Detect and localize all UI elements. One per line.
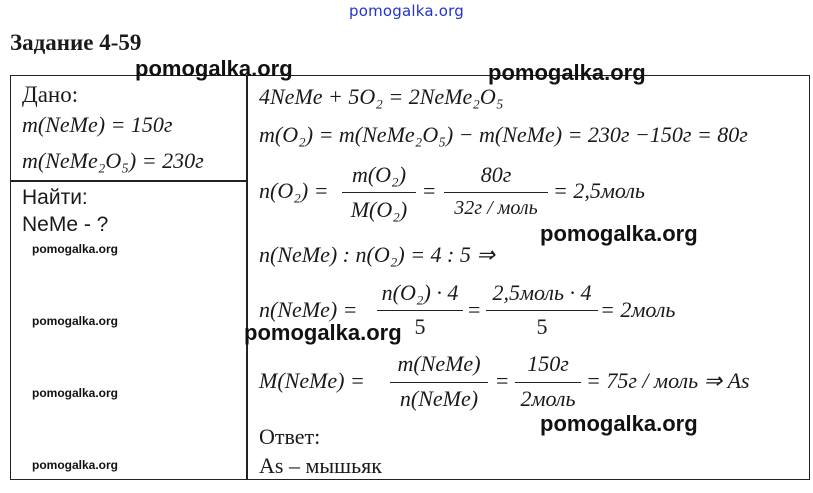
watermark: pomogalka.org xyxy=(540,411,698,436)
watermark: pomogalka.org xyxy=(32,386,119,400)
eq3-fraction-bar xyxy=(342,192,416,193)
oxygen-moles-left: n(O₂) = xyxy=(259,178,329,203)
given-mass-oxide: m(NeMe₂O₅) = 230г xyxy=(22,148,204,173)
answer-label: Ответ: xyxy=(259,424,321,449)
eq6-fraction-bar xyxy=(390,382,488,383)
given-mass-neme: m(NeMe) = 150г xyxy=(22,112,173,137)
eq6-denominator: n(NeMe) xyxy=(399,386,479,411)
given-heading: Дано: xyxy=(22,82,79,107)
column-divider xyxy=(246,75,248,480)
watermark: pomogalka.org xyxy=(540,221,698,246)
eq3-result: = 2,5моль xyxy=(553,178,645,203)
eq5-numerator: n(O₂) · 4 xyxy=(381,280,459,305)
eq3-denominator: M(O₂) xyxy=(350,197,408,222)
eq3-numerator-2: 80г xyxy=(480,162,512,187)
eq5-result: = 2моль xyxy=(600,297,676,322)
find-item: NeMe - ? xyxy=(22,213,109,236)
eq5-equals: = xyxy=(468,297,481,322)
eq5-denominator: 5 xyxy=(414,314,426,339)
eq6-denominator-2: 2моль xyxy=(520,386,576,411)
eq5-numerator-2: 2,5моль · 4 xyxy=(492,280,592,305)
site-link[interactable]: pomogalka.org xyxy=(349,2,464,20)
watermark: pomogalka.org xyxy=(32,314,119,328)
watermark: pomogalka.org xyxy=(488,60,646,85)
eq5-fraction-bar-2 xyxy=(486,310,598,311)
mole-ratio-equation: n(NeMe) : n(O₂) = 4 : 5 ⇒ xyxy=(259,242,495,267)
answer-value: As – мышьяк xyxy=(259,453,382,478)
reaction-equation: 4NeMe + 5O₂ = 2NeMe₂O₅ xyxy=(259,84,504,109)
watermark: pomogalka.org xyxy=(32,458,119,472)
task-title: Задание 4-59 xyxy=(10,30,142,55)
eq5-denominator-2: 5 xyxy=(536,314,548,339)
eq3-fraction-bar-2 xyxy=(444,192,548,193)
eq3-equals: = xyxy=(423,178,436,203)
eq6-numerator: m(NeMe) xyxy=(397,351,481,376)
eq6-fraction-bar-2 xyxy=(515,382,581,383)
eq3-numerator: m(O₂) xyxy=(351,162,407,187)
eq6-result: = 75г / моль ⇒ As xyxy=(586,368,750,393)
watermark: pomogalka.org xyxy=(135,56,293,81)
molar-mass-left: M(NeMe) = xyxy=(259,368,365,393)
eq6-numerator-2: 150г xyxy=(527,351,569,376)
watermark: pomogalka.org xyxy=(32,242,119,256)
neme-moles-left: n(NeMe) = xyxy=(259,297,358,322)
eq3-denominator-2: 32г / моль xyxy=(454,197,538,219)
watermark: pomogalka.org xyxy=(244,320,402,345)
given-find-divider xyxy=(10,180,247,182)
oxygen-mass-equation: m(O₂) = m(NeMe₂O₅) − m(NeMe) = 230г −150г = 80г xyxy=(259,122,748,147)
find-heading: Найти: xyxy=(22,186,88,209)
eq5-fraction-bar xyxy=(377,310,463,311)
eq6-equals: = xyxy=(496,368,509,393)
